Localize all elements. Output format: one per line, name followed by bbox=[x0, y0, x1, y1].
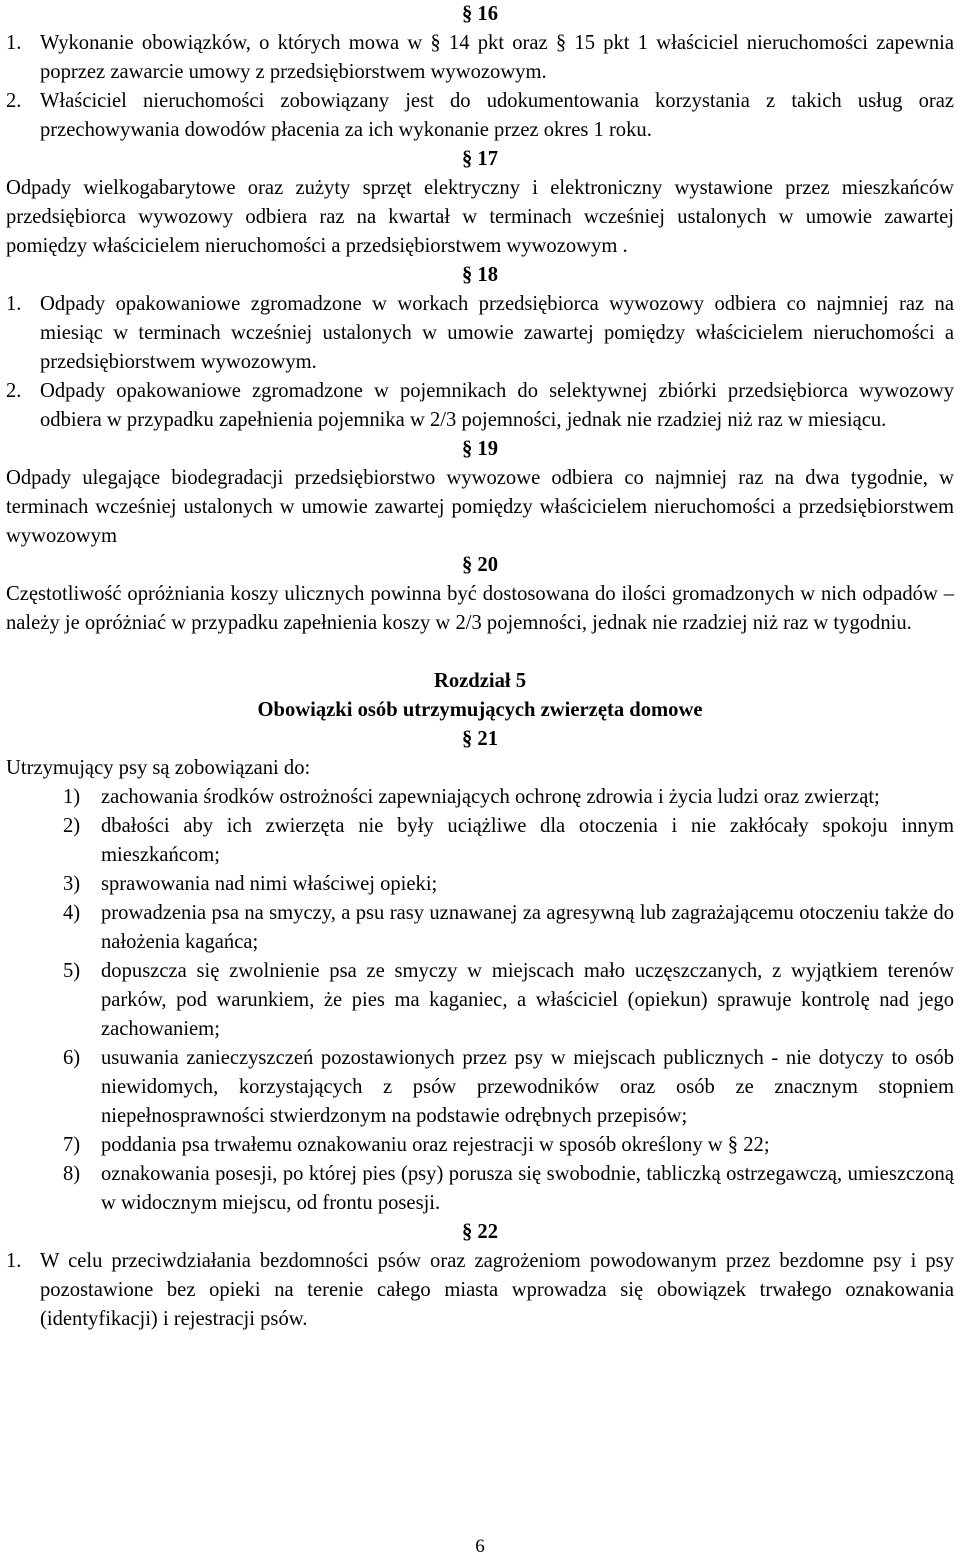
s17-paragraph: Odpady wielkogabarytowe oraz zużyty sprzęt elektryczny i elektroniczny wystawione przez mieszkańców przedsiębiorca wywozowy odbiera raz na kwartał w terminach wcześniej ustalonych w umowie zawartej pomiędzy właścicielem nieruchomości a przedsiębiorstwem wywozowym . bbox=[6, 177, 954, 257]
section-heading-22: § 22 bbox=[461, 1221, 499, 1243]
list-number: 6) bbox=[63, 1047, 81, 1069]
section-heading-17: § 17 bbox=[461, 148, 499, 170]
s16-item-2 bbox=[6, 87, 954, 145]
list-number: 7) bbox=[63, 1134, 81, 1156]
s18-item-1 bbox=[6, 290, 954, 377]
s18-item-2 bbox=[6, 377, 954, 435]
list-text: dbałości aby ich zwierzęta nie były uciążliwe dla otoczenia i nie zakłócały spokoju innym mieszkańcom; bbox=[101, 815, 954, 866]
list-item bbox=[6, 899, 954, 957]
s20-paragraph: Częstotliwość opróżniania koszy ulicznych powinna być dostosowana do ilości gromadzonych w nich odpadów – należy je opróżniać w przypadku zapełnienia koszy w 2/3 pojemności, jednak nie rzadziej niż raz w tygodniu. bbox=[6, 583, 954, 634]
list-text: poddania psa trwałemu oznakowaniu oraz rejestracji w sposób określony w § 22; bbox=[101, 1134, 770, 1156]
list-item bbox=[6, 1131, 954, 1160]
section-heading-18: § 18 bbox=[461, 264, 499, 286]
s21-intro: Utrzymujący psy są zobowiązani do: bbox=[6, 757, 311, 779]
chapter-number: Rozdział 5 bbox=[433, 670, 527, 692]
item-number: 1. bbox=[6, 293, 22, 315]
item-number: 1. bbox=[6, 32, 22, 54]
list-number: 1) bbox=[63, 786, 81, 808]
s19-paragraph: Odpady ulegające biodegradacji przedsiębiorstwo wywozowe odbiera co najmniej raz na dwa tygodnie, w terminach wcześniej ustalonych w umowie zawartej pomiędzy właścicielem nieruchomości a przedsiębiorstwem wywozowym bbox=[6, 467, 954, 547]
list-item bbox=[6, 812, 954, 870]
list-number: 3) bbox=[63, 873, 81, 895]
list-text: oznakowania posesji, po której pies (psy) porusza się swobodnie, tabliczką ostrzegawczą, umieszczoną w widocznym miejscu, od frontu posesji. bbox=[101, 1163, 954, 1214]
list-number: 4) bbox=[63, 902, 81, 924]
item-number: 1. bbox=[6, 1250, 22, 1272]
list-text: dopuszcza się zwolnienie psa ze smyczy w miejscach mało uczęszczanych, z wyjątkiem terenów parków, pod warunkiem, że pies ma kaganiec, a właściciel (opiekun) sprawuje kontrolę nad jego zachowaniem; bbox=[101, 960, 954, 1040]
chapter-title: Obowiązki osób utrzymujących zwierzęta domowe bbox=[257, 699, 703, 721]
list-text: sprawowania nad nimi właściwej opieki; bbox=[101, 873, 438, 895]
section-heading-20: § 20 bbox=[461, 554, 499, 576]
list-text: zachowania środków ostrożności zapewniających ochronę zdrowia i życia ludzi oraz zwierząt; bbox=[101, 786, 880, 808]
blank-line bbox=[6, 638, 954, 667]
item-text: Odpady opakowaniowe zgromadzone w pojemnikach do selektywnej zbiórki przedsiębiorca wywozowy odbiera w przypadku zapełnienia pojemnika w 2/3 pojemności, jednak nie rzadziej niż raz w miesiącu. bbox=[40, 380, 954, 431]
section-heading-21: § 21 bbox=[461, 728, 499, 750]
item-text: W celu przeciwdziałania bezdomności psów oraz zagrożeniom powodowanym przez bezdomne psy i psy pozostawione bez opieki na terenie całego miasta wprowadza się obowiązek trwałego oznakowania (identyfikacji) i rejestracji psów. bbox=[40, 1250, 954, 1330]
item-text: Wykonanie obowiązków, o których mowa w § 14 pkt oraz § 15 pkt 1 właściciel nieruchomości zapewnia poprzez zawarcie umowy z przedsiębiorstwem wywozowym. bbox=[40, 32, 954, 83]
section-heading-16: § 16 bbox=[461, 3, 499, 25]
s22-item-1 bbox=[6, 1247, 954, 1334]
list-number: 5) bbox=[63, 960, 81, 982]
list-text: usuwania zanieczyszczeń pozostawionych przez psy w miejscach publicznych - nie dotyczy to osób niewidomych, korzystających z psów przewodników oraz osób ze znacznym stopniem niepełnosprawności stwierdzonym na podstawie odrębnych przepisów; bbox=[101, 1047, 954, 1127]
list-item bbox=[6, 1160, 954, 1218]
page-number: 6 bbox=[475, 1536, 485, 1557]
s21-list bbox=[6, 783, 954, 1218]
item-text: Właściciel nieruchomości zobowiązany jest do udokumentowania korzystania z takich usług oraz przechowywania dowodów płacenia za ich wykonanie przez okres 1 roku. bbox=[40, 90, 954, 141]
list-item bbox=[6, 783, 954, 812]
section-heading-19: § 19 bbox=[461, 438, 499, 460]
list-item bbox=[6, 957, 954, 1044]
list-text: prowadzenia psa na smyczy, a psu rasy uznawanej za agresywną lub zagrażającemu otoczeniu także do nałożenia kagańca; bbox=[101, 902, 954, 953]
item-number: 2. bbox=[6, 90, 22, 112]
list-number: 8) bbox=[63, 1163, 81, 1185]
s16-item-1 bbox=[6, 29, 954, 87]
list-item bbox=[6, 870, 954, 899]
item-text: Odpady opakowaniowe zgromadzone w workach przedsiębiorca wywozowy odbiera co najmniej raz na miesiąc w terminach wcześniej ustalonych w umowie zawartej pomiędzy właścicielem nieruchomości a przedsiębiorstwem wywozowym. bbox=[40, 293, 954, 373]
item-number: 2. bbox=[6, 380, 22, 402]
list-number: 2) bbox=[63, 815, 81, 837]
list-item bbox=[6, 1044, 954, 1131]
